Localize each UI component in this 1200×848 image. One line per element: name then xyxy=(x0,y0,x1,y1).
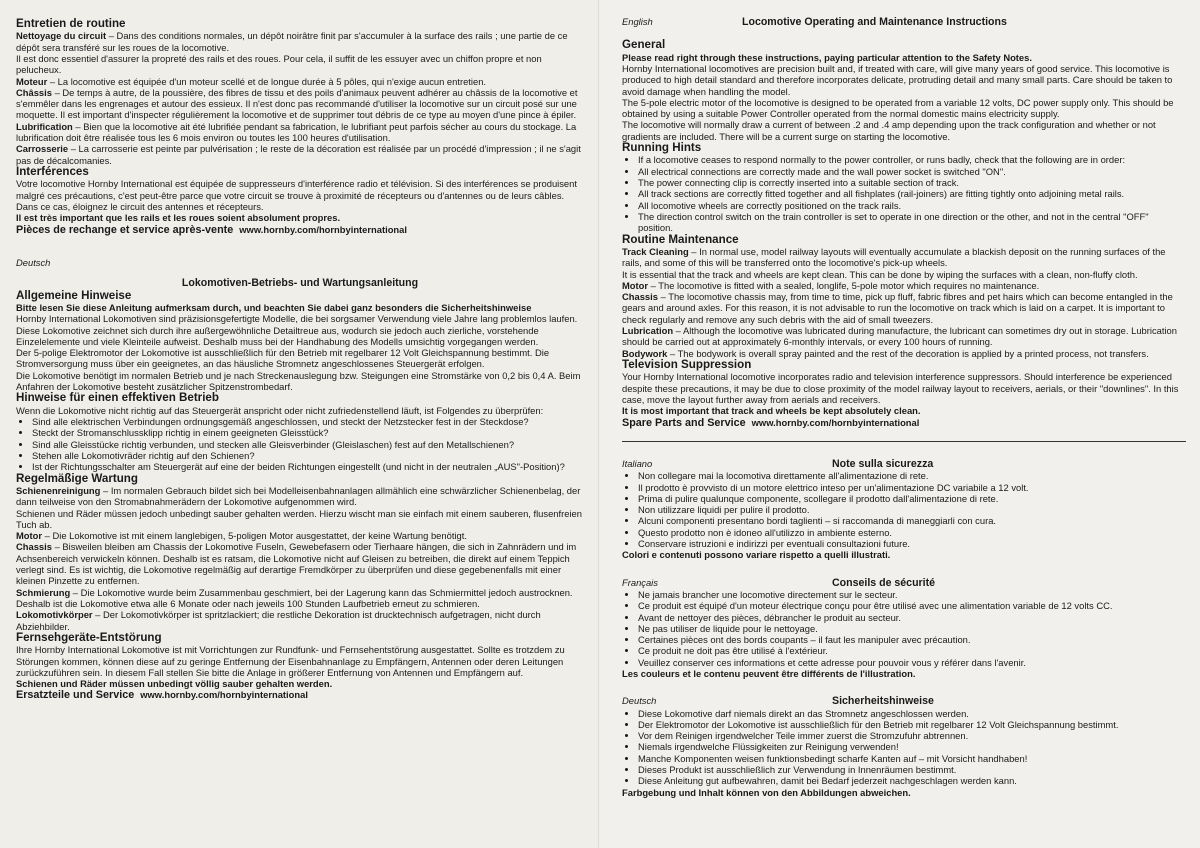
list-item: • Manche Komponenten weisen funktionsbedingt scharfe Kanten auf – mit Vorsicht handhaben! xyxy=(638,753,1186,764)
list-item: • Ne jamais brancher une locomotive directement sur le secteur. xyxy=(638,589,1186,600)
fr-routine-title: Entretien de routine xyxy=(16,17,126,30)
en-track-text: – In normal use, model railway layouts will eventually accumulate a blackish deposit on the running surfaces of the rails, and some of this will be transferred onto the locomotive's pick-up wheels. xyxy=(622,245,1166,269)
de-hints-list xyxy=(16,416,584,472)
de-general-text-2: Der 5-polige Elektromotor der Lokomotive ist ausschließlich für den Betrieb mit regelbarer 12 Volt Gleichspannung bestimmt. Die Stromversorgung muss über ein geeignetes, an das häusliche Stromnetz angeschlossenes Steuergerät erfolgen. xyxy=(16,347,550,370)
list-item: • Ce produit ne doit pas être utilisé à l'extérieur. xyxy=(638,645,1186,656)
en-general-text-2: The 5-pole electric motor of the locomotive is designed to be operated from a variable 12 volts, DC power supply only. This should be obtained by using a suitable Power Controller operated from the normal domestic mains electricity supply. xyxy=(622,96,1174,120)
de-motor-text: – Die Lokomotive ist mit einem langlebigen, 5-poligen Motor ausgestattet, der keine Wartung benötigt. xyxy=(42,530,467,542)
en-language-label: English xyxy=(622,16,653,27)
en-hints-section xyxy=(622,142,1186,233)
list-item: • Certaines pièces ont des bords coupants – il faut les manipuler avec précaution. xyxy=(638,634,1186,645)
en-hints-title: Running Hints xyxy=(622,141,702,155)
list-item: • Sind alle elektrischen Verbindungen ordnungsgemäß angeschlossen, und steckt der Netzstecker fest in der Steckdose? xyxy=(32,416,584,427)
fr-language-label: Français xyxy=(622,576,658,588)
en-document-title: Locomotive Operating and Maintenance Instructions xyxy=(742,16,1007,28)
en-spare-label: Spare Parts and Service xyxy=(622,416,746,429)
en-bodywork-text: – The bodywork is overall spray painted and the rest of the decoration is applied by a printed process, not transfers. xyxy=(667,347,1149,359)
de-safety-title: Sicherheitshinweise xyxy=(832,695,934,708)
de-chassis-text: – Bisweilen bleiben am Chassis der Lokomotive Fuseln, Gewebefasern oder Tierhaare hängen, die sich in Zahnrädern und im Achsenbereich verwickeln können. Deshalb ist es ratsam, die Lokomotive nicht auf Gleisen zu betreiben, die direkt auf einem Teppich verlegt sind. Es ist wichtig, die Lokomotive regelmäßig auf derartige Fremdkörper zu überprüfen und diese gegebenenfalls mit einer kleinen Pinzette zu entfernen. xyxy=(16,541,577,587)
list-item: • The power connecting clip is correctly inserted into a suitable section of track. xyxy=(638,177,1186,188)
divider xyxy=(622,441,1186,442)
de-document-title: Lokomotiven-Betriebs- und Wartungsanleitung xyxy=(181,277,419,290)
fr-track-label: Nettoyage du circuit xyxy=(16,30,107,42)
list-item: • Il prodotto è provvisto di un motore elettrico inteso per un'alimentazione DC variabile a 12 volt. xyxy=(638,482,1186,493)
fr-safety-footer: Les couleurs et le contenu peuvent être différents de l'illustration. xyxy=(622,667,916,679)
list-item: • Niemals irgendwelche Flüssigkeiten zur Reinigung verwenden! xyxy=(638,741,1186,752)
it-safety-list xyxy=(622,470,1186,549)
fr-spare-parts xyxy=(16,224,584,236)
de-lubrication-text: – Die Lokomotive wurde beim Zusammenbau geschmiert, bei der Lagerung kann das Schmiermittel jedoch austrocknen. Deshalb ist die Lokomotive etwa alle 6 Monate oder nach jeweils 100 Stunden Laufbetrieb erneut zu schmieren. xyxy=(16,586,573,609)
it-safety-title: Note sulla sicurezza xyxy=(832,457,934,470)
de-body-label: Lokomotivkörper xyxy=(16,609,93,621)
list-item: • Steckt der Stromanschlussklipp richtig in einem geeigneten Gleisstück? xyxy=(32,427,584,438)
fr-routine-section xyxy=(16,18,584,166)
fr-lubrication-label: Lubrification xyxy=(16,120,73,132)
de-interference-text: Ihre Hornby International Lokomotive ist mit Vorrichtungen zur Rundfunk- und Fernsehentstörung ausgestattet. Sollte es trotzdem zu Störungen kommen, können diese auf zu geringe Entfernung der Eisenbahnanlage zu Empfängern, Antennen oder deren Leitungen zurückzuführen sein. In diesem Fall stellen Sie bitte die Anlage in größerer Entfernung von Antennen und Empfängern auf. xyxy=(16,644,565,678)
de-spare-url[interactable]: www.hornby.com/hornbyinternational xyxy=(140,689,308,701)
list-item: • Conservare istruzioni e indirizzi per eventuali consultazioni future. xyxy=(638,538,1186,549)
de-motor-label: Motor xyxy=(16,530,43,542)
list-item: • Der Elektromotor der Lokomotive ist ausschließlich für den Betrieb mit regelbarer 12 Volt Gleichspannung bestimmt. xyxy=(638,719,1186,730)
de-hints-section xyxy=(16,392,584,472)
en-routine-title: Routine Maintenance xyxy=(622,232,739,246)
en-lubrication-text: – Although the locomotive was lubricated during manufacture, the lubricant can sometimes dry out in storage. Lubrication should be carried out at approximately 6-monthly intervals, or every 100 hours of running. xyxy=(622,325,1177,348)
it-safety-footer: Colori e contenuti possono variare rispetto a quelli illustrati. xyxy=(622,549,891,561)
list-item: • Vor dem Reinigen irgendwelcher Teile immer zuerst die Stromzufuhr abtrennen. xyxy=(638,730,1186,741)
de-lubrication-label: Schmierung xyxy=(16,586,71,598)
fr-spare-label: Pièces de rechange et service après-vente xyxy=(16,223,234,236)
en-track-label: Track Cleaning xyxy=(622,245,689,257)
de-safety-section xyxy=(622,695,1186,798)
fr-safety-title: Conseils de sécurité xyxy=(832,576,936,589)
en-hints-list xyxy=(622,154,1186,233)
de-body-text: – Der Lokomotivkörper ist spritzlackiert; die restliche Dekoration ist drucktechnisch aufgetragen, nicht durch Abziehbilder. xyxy=(16,609,541,632)
it-language-label: Italiano xyxy=(622,457,653,469)
de-general-title: Allgemeine Hinweise xyxy=(16,288,132,302)
en-general-text-3: The locomotive will normally draw a current of between .2 and .4 amp depending upon the track configuration and whether or not gradients are included. There will be a current surge on starting the locomotive. xyxy=(622,119,1156,142)
list-item: • Diese Anleitung gut aufbewahren, damit bei Bedarf jederzeit nachgeschlagen werden kann. xyxy=(638,775,1186,786)
fr-body-text: – La carrosserie est peinte par pulvérisation ; le reste de la décoration est réalisée par un procédé d'impression ; il ne s'agit pas de décalcomanies. xyxy=(16,143,581,166)
de-track-text: – Im normalen Gebrauch bildet sich bei Modelleisenbahnanlagen allmählich eine schwärzlicher Schienenbelag, der dann teilweise von den Stromabnahmerädern der Lokomotive aufgenommen wird. xyxy=(16,484,581,508)
de-general-text-3: Die Lokomotive benötigt im normalen Betrieb und je nach Streckenauslegung bzw. Steigungen eine Stromstärke von 0,2 bis 0,4 A. Beim Anfahren der Lokomotive besteht zusätzlicher Spitzenstrombedarf. xyxy=(16,369,581,393)
list-item: • Ist der Richtungsschalter am Steuergerät auf eine der beiden Richtungen eingestellt (und nicht in der neutralen „AUS"-Position)? xyxy=(32,461,584,472)
fr-safety-list xyxy=(622,589,1186,668)
fr-interference-note: Il est très important que les rails et les roues soient absolument propres. xyxy=(16,212,341,224)
list-item: • Prima di pulire qualunque componente, scollegare il prodotto dall'alimentazione di rete. xyxy=(638,493,1186,504)
en-header xyxy=(622,16,1186,28)
en-general-section xyxy=(622,39,1186,142)
it-safety-section xyxy=(622,458,1186,561)
de-spare-label: Ersatzteile und Service xyxy=(16,689,135,702)
list-item: • Diese Lokomotive darf niemals direkt an das Stromnetz angeschlossen werden. xyxy=(638,708,1186,719)
en-clean-text: It is essential that the track and wheels are kept clean. This can be done by wiping the surfaces with a clean, non-fluffy cloth. xyxy=(622,268,1138,280)
list-item: • Non utilizzare liquidi per pulire il prodotto. xyxy=(638,504,1186,515)
list-item: • Non collegare mai la locomotiva direttamente all'alimentazione di rete. xyxy=(638,470,1186,481)
fr-interference-text: Votre locomotive Hornby International est équipée de suppresseurs d'interférence radio et télévision. Si des interférences se produisent malgré ces précautions, c'est peut-être parce que votre circuit se trouve à proximité de récepteurs ou d'antennes ou de leurs câbles. Dans ce cas, éloignez le circuit des antennes et récepteurs. xyxy=(16,178,577,212)
de-spare-parts xyxy=(16,689,584,701)
en-chassis-label: Chassis xyxy=(622,291,658,303)
en-chassis-text: – The locomotive chassis may, from time to time, pick up fluff, fabric fibres and pet hairs which can become entangled in the gears and around axles. For this reason, it is not advisable to run the locomotive on track which is laid on a carpet. It is important to check regularly and remove any such debris with the aid of small tweezers. xyxy=(622,291,1173,325)
de-general-section xyxy=(16,290,584,393)
fr-safety-section xyxy=(622,577,1186,680)
de-track-label: Schienenreinigung xyxy=(16,484,101,496)
de-chassis-label: Chassis xyxy=(16,541,52,553)
list-item: • Alcuni componenti presentano bordi taglienti – si raccomanda di maneggiarli con cura. xyxy=(638,515,1186,526)
en-spare-url[interactable]: www.hornby.com/hornbyinternational xyxy=(751,416,920,428)
list-item: • Sind alle Gleisstücke richtig verbunden, und stecken alle Gleisverbinder (Gleislaschen) fest auf den Metallschienen? xyxy=(32,439,584,450)
fr-body-label: Carrosserie xyxy=(16,143,69,155)
en-general-title: General xyxy=(622,38,666,52)
de-interference-title: Fernsehgeräte-Entstörung xyxy=(16,630,162,644)
list-item: • All track sections are correctly fitted together and all fishplates (rail-joiners) are fitting tightly onto adjoining metal rails. xyxy=(638,188,1186,199)
fr-lubrication-text: – Bien que la locomotive ait été lubrifiée pendant sa fabrication, le lubrifiant peut parfois sécher au cours du stockage. La lubrification doit être réalisée tous les 6 mois environ ou toutes les 100 heures d'utilisation. xyxy=(16,120,577,144)
de-routine-section xyxy=(16,473,584,632)
de-safety-language-label: Deutsch xyxy=(622,695,657,707)
de-interference-note: Schienen und Räder müssen unbedingt völlig sauber gehalten werden. xyxy=(16,678,333,690)
en-routine-section xyxy=(622,234,1186,359)
list-item: • The direction control switch on the train controller is set to operate in one direction or the other, and not in the central "OFF" position. xyxy=(638,211,1186,234)
en-general-text-1: Hornby International locomotives are precision built and, if treated with care, will give many years of good service. This locomotive is produced to high detail standard and therefore incorporates delicate, protruding detail and many small parts. Care should be taken to avoid damage when handling the model. xyxy=(622,63,1173,97)
de-safety-footer: Farbgebung und Inhalt können von den Abbildungen abweichen. xyxy=(622,786,911,798)
list-item: • Questo prodotto non è idoneo all'utilizzo in ambiente esterno. xyxy=(638,527,1186,538)
list-item: • All electrical connections are correctly made and the wall power socket is switched "ON". xyxy=(638,166,1186,177)
list-item: • Ne pas utiliser de liquide pour le nettoyage. xyxy=(638,623,1186,634)
fr-motor-text: – La locomotive est équipée d'un moteur scellé et de longue durée à 5 pôles, qui n'exige aucun entretien. xyxy=(47,75,487,87)
en-tv-title: Television Suppression xyxy=(622,357,752,371)
fr-motor-label: Moteur xyxy=(16,75,48,87)
en-spare-parts xyxy=(622,417,1186,429)
de-general-text-1: Hornby International Lokomotiven sind präzisionsgefertigte Modelle, die bei sorgsamer Verwendung viele Jahre lang problemlos laufen. Diese Lokomotive zeichnet sich durch ihre außergewöhnliche Detailtreue aus, wodurch sie jedoch auch zierliche, vorstehende Einzelelemente und viele Kleinteile aufweist. Deshalb muss bei der Handhabung des Modells umsichtig vorgegangen werden. xyxy=(16,313,578,347)
de-language-label: Deutsch xyxy=(16,256,51,268)
fr-clean-text: Il est donc essentiel d'assurer la propreté des rails et des roues. Pour cela, il suffit de les essuyer avec un chiffon propre et non pelucheux. xyxy=(16,53,542,76)
fr-chassis-label: Châssis xyxy=(16,86,52,98)
en-motor-label: Motor xyxy=(622,279,649,291)
fr-interference-title: Interférences xyxy=(16,164,89,178)
list-item: • Ce produit est équipé d'un moteur électrique conçu pour être utilisé avec une alimentation variable de 12 volts CC. xyxy=(638,600,1186,611)
en-tv-note: It is most important that track and wheels be kept absolutely clean. xyxy=(622,405,921,417)
en-lubrication-label: Lubrication xyxy=(622,325,674,337)
de-interference-section xyxy=(16,632,584,690)
list-item: • All locomotive wheels are correctly positioned on the track rails. xyxy=(638,200,1186,211)
list-item: • Dieses Produkt ist ausschließlich zur Verwendung in Innenräumen bestimmt. xyxy=(638,764,1186,775)
de-routine-title: Regelmäßige Wartung xyxy=(16,471,138,485)
en-tv-section xyxy=(622,359,1186,417)
fr-spare-url[interactable]: www.hornby.com/hornbyinternational xyxy=(239,223,407,235)
list-item: • Veuillez conserver ces informations et cette adresse pour pouvoir vous y référer dans l'avenir. xyxy=(638,657,1186,668)
en-motor-text: – The locomotive is fitted with a sealed, longlife, 5-pole motor which requires no maintenance. xyxy=(648,279,1040,291)
list-item: • Avant de nettoyer des pièces, débrancher le produit au secteur. xyxy=(638,612,1186,623)
fr-interference-section xyxy=(16,166,584,224)
list-item: • If a locomotive ceases to respond normally to the power controller, or runs badly, check that the following are in order: xyxy=(638,154,1186,165)
en-general-warning: Please read right through these instructions, paying particular attention to the Safety Notes. xyxy=(622,51,1032,63)
de-hints-intro: Wenn die Lokomotive nicht richtig auf das Steuergerät anspricht oder nicht zufriedenstellend läuft, ist Folgendes zu überprüfen: xyxy=(16,404,544,416)
fr-chassis-text: – De temps à autre, de la poussière, des fibres de tissu et des poils d'animaux peuvent adhérer au châssis de la locomotive et s'emmêler dans les engrenages et autour des essieux. Il n'est donc pas recommandé d'utiliser la locomotive sur un circuit posé sur une moquette. Il est important d'inspecter régulièrement la locomotive et de supprimer tout débris de ce type au moyen d'une pince à épiler. xyxy=(16,86,578,121)
en-bodywork-label: Bodywork xyxy=(622,347,668,359)
de-safety-list xyxy=(622,708,1186,787)
fr-track-text: – Dans des conditions normales, un dépôt noirâtre finit par s'accumuler à la surface des rails ; une partie de ce dépôt sera transféré sur les roues de la locomotive. xyxy=(16,30,568,53)
de-general-warning: Bitte lesen Sie diese Anleitung aufmerksam durch, und beachten Sie dabei ganz besonders die Sicherheitshinweise xyxy=(16,301,532,313)
list-item: • Stehen alle Lokomotivräder richtig auf den Schienen? xyxy=(32,450,584,461)
de-hints-title: Hinweise für einen effektiven Betrieb xyxy=(16,391,219,405)
de-clean-text: Schienen und Räder müssen jedoch unbedingt sauber gehalten werden. Hierzu wischt man sie einfach mit einem sauberen, flusenfreien Tuch ab. xyxy=(16,507,582,530)
en-tv-text: Your Hornby International locomotive incorporates radio and television interference suppressors. Should interference be experienced despite these precautions, it may be due to close proximity of the model railway layout to receivers, aerials, or their "downlines". In this case, move the layout further away from aerials and receivers. xyxy=(622,371,1179,405)
right-page xyxy=(600,0,1200,848)
